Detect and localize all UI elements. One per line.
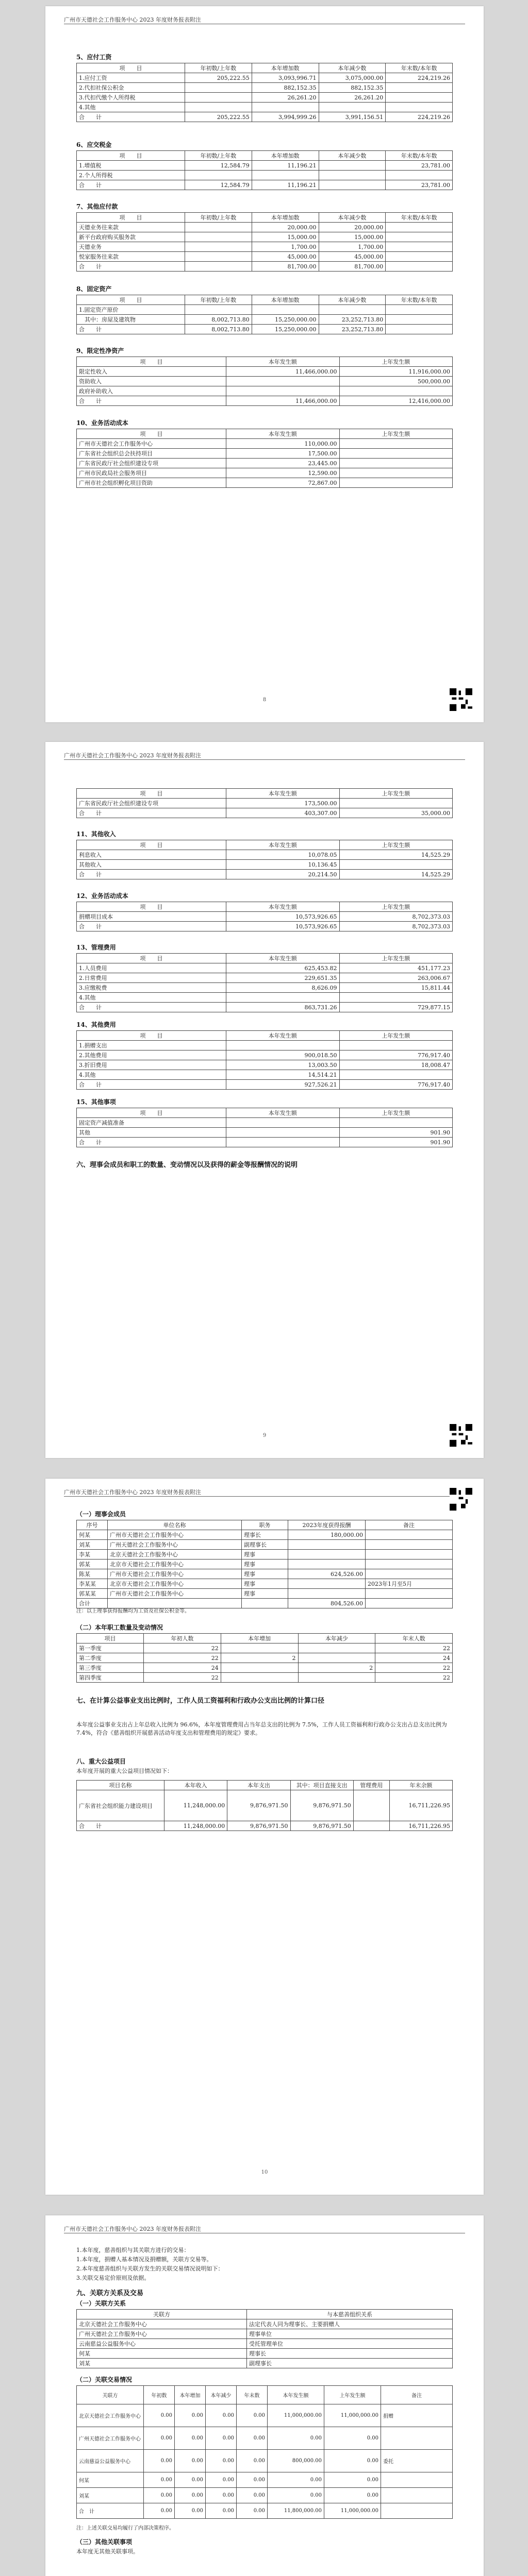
table-row: 广州天德社会工作服务中心 理事单位 xyxy=(77,2329,453,2339)
table-row: 其他 901.90 xyxy=(77,1128,453,1138)
page-8 xyxy=(45,6,484,722)
table-row: 3.代扣代缴个人所得税 26,261.20 26,261.20 xyxy=(77,93,453,103)
table-row: 新平台政府购买服务款 15,000.00 15,000.00 xyxy=(77,232,453,242)
table-row: 合 计 901.90 xyxy=(77,1138,453,1147)
table-row: 4.其他 xyxy=(77,993,453,1003)
table-row: 限定性收入 11,466,000.00 11,916,000.00 xyxy=(77,367,453,377)
table-row: 1.增值税 12,584.79 11,196.21 23,781.00 xyxy=(77,161,453,171)
staff-count-table: 项目 年初人数 本年增加 本年减少 年末人数 第一季度 22 22 第二季度 22 2 24 第三季度 24 2 22 第四季度 22 22 xyxy=(76,1633,453,1683)
table-row: 广东省民政厅社会组织建设专项 23,445.00 xyxy=(77,459,453,468)
table-row: 广东省社会组织总会扶持项目 17,500.00 xyxy=(77,449,453,459)
table-row: 云南慈益公益服务中心 0.00 0.00 0.00 0.00 800,000.00 0.00 委托 xyxy=(77,2450,453,2472)
table-row: 郭某 北京市天德社会工作服务中心 理事 xyxy=(77,1560,453,1569)
page-11 xyxy=(45,2215,484,2576)
page-header: 广州市天德社会工作服务中心 2023 年度财务报表附注 xyxy=(64,752,201,759)
table-row: 李某 北京天德社会工作服务中心 理事 xyxy=(77,1550,453,1560)
table-row: 其他收入 10,136.45 xyxy=(77,860,453,870)
table-row: 1.应付工资 205,222.55 3,093,996.71 3,075,000.00 224,219.26 xyxy=(77,73,453,83)
table-row: 2.个人所得税 xyxy=(77,171,453,180)
table-row: 第四季度 22 22 xyxy=(77,1673,453,1683)
section-title: （一）理事会成员 xyxy=(76,1511,126,1518)
section-title: 7、其他应付款 xyxy=(76,203,118,210)
page-9 xyxy=(45,742,484,1458)
section-title: 12、业务活动成本 xyxy=(76,892,128,900)
taxes-payable-table: 项 目 年初数/上年数 本年增加数 本年减少数 年末数/本年数 1.增值税 12,584.79 11,196.21 23,781.00 2.个人所得税 合 计 12,584.79 11,196.21 23,781.00 xyxy=(76,150,453,190)
table-row: 悦家服务往来款 45,000.00 45,000.00 xyxy=(77,252,453,262)
table-row: 合 计 10,573,926.65 8,702,373.03 xyxy=(77,922,453,931)
major-projects-table: 项目名称 本年收入 本年支出 其中：项目直接支出 管理费用 年末余额 广东省社会组织能力建设项目 11,248,000.00 9,876,971.50 9,876,971.50 16,711,226.95 合 计 11,248,000.00 9,876,971.50 9,876,971.50 16,711,226.95 xyxy=(76,1780,453,1831)
table-row: 第一季度 22 22 xyxy=(77,1643,453,1653)
table-row: 合 计 81,700.00 81,700.00 xyxy=(77,262,453,272)
table-row: 北京天德社会工作服务中心 法定代表人同为理事长、主要捐赠人 xyxy=(77,2319,453,2329)
board-members-table: 序号 单位名称 职务 2023年度获得报酬 备注 何某 广州市天德社会工作服务中心 理事长 180,000.00 刘某 广州天德社会工作服务中心 副理事长 李某 北京天德社会工作服务中心 理事 郭某 北京市天德社会工作服务中心 理事 陈某 广州市天德社会工作服务中心 理事 624,526.00 李某某 北京市天德社会工作服务中心 理事 2023年1月至5月 郭某某 广州市天德社会工作服务中心 理事 合计 804,526.00 xyxy=(76,1520,453,1608)
table-row: 政府补助收入 xyxy=(77,386,453,396)
qr-code-icon xyxy=(450,1488,472,1511)
section-title: 10、业务活动成本 xyxy=(76,419,128,427)
restricted-net-assets-table: 项 目 本年发生额 上年发生额 限定性收入 11,466,000.00 11,916,000.00 资助收入 500,000.00 政府补助收入 合 计 11,466,000.00 12,416,000.00 xyxy=(76,357,453,406)
program-cost-table: 项 目 本年发生额 上年发生额 广州市天德社会工作服务中心 110,000.00 广东省社会组织总会扶持项目 17,500.00 广东省民政厅社会组织建设专项 23,445.00 广州市民政局社会服务项目 12,590.00 广州市社会组织孵化项目资助 72,867.00 xyxy=(76,429,453,488)
body-paragraph: 本年度无其他关联事项。 xyxy=(76,2548,139,2555)
table-row: 固定资产减值准备 xyxy=(77,1118,453,1128)
table-row: 天德业务往来款 20,000.00 20,000.00 xyxy=(77,223,453,232)
section-title: （二）关联交易情况 xyxy=(76,2376,133,2383)
table-row: 刘某 副理事长 xyxy=(77,2359,453,2368)
table-row: 李某某 北京市天德社会工作服务中心 理事 2023年1月至5月 xyxy=(77,1579,453,1589)
table-row: 4.其他 xyxy=(77,103,453,112)
table-row: 合 计 0.00 0.00 0.00 0.00 11,800,000.00 11,000,000.00 xyxy=(77,2503,453,2519)
table-row: 何某 广州市天德社会工作服务中心 理事长 180,000.00 xyxy=(77,1530,453,1540)
body-paragraph: 1.本年度，慈善组织与其关联方进行的交易： xyxy=(76,2247,190,2253)
section-title: （二）本年职工数量及变动情况 xyxy=(76,1624,163,1631)
section-title: 13、管理费用 xyxy=(76,944,116,951)
table-row: 合 计 927,526.21 776,917.40 xyxy=(77,1080,453,1090)
table-row: 何某 理事长 xyxy=(77,2349,453,2359)
admin-expense-table: 项 目 本年发生额 上年发生额 1.人员费用 625,453.82 451,177.23 2.日常费用 229,651.35 263,006.67 3.应缴税费 8,626.09 15,811.44 4.其他 合 计 863,731.26 729,877.15 xyxy=(76,953,453,1012)
body-paragraph: 1.本年度，捐赠人基本情况及捐赠额，关联方交易等。 xyxy=(76,2256,212,2263)
page-number: 9 xyxy=(262,1433,267,1438)
table-row: 广州市天德社会工作服务中心 110,000.00 xyxy=(77,439,453,449)
header-rule xyxy=(64,1496,465,1497)
program-cost-table-cont: 项 目 本年发生额 上年发生额 广东省民政厅社会组织建设专项 173,500.00 合 计 403,307.00 35,000.00 xyxy=(76,788,453,818)
fixed-assets-table: 项 目 年初数/上年数 本年增加数 本年减少数 年末数/本年数 1.固定资产原价 其中：房屋及建筑物 8,002,713.80 15,250,000.00 23,252,713.80 合 计 8,002,713.80 15,250,000.00 23,252,713.80 xyxy=(76,295,453,334)
table-row: 2.日常费用 229,651.35 263,006.67 xyxy=(77,973,453,983)
payable-wages-table: 项 目 年初数/上年数 本年增加数 本年减少数 年末数/本年数 1.应付工资 205,222.55 3,093,996.71 3,075,000.00 224,219.26 2.代扣社保公积金 882,152.35 882,152.35 3.代扣代缴个人所得税 26,261.20 26,261.20 4.其他 合 计 205,222.55 3,994,999.26 3,991,156.51 224,219.26 xyxy=(76,63,453,122)
body-paragraph: 3.关联交易定价原则及依据。 xyxy=(76,2275,150,2281)
section-heading: 六、理事会成员和职工的数量、变动情况以及获得的薪金等报酬情况的说明 xyxy=(76,1161,298,1169)
page-number: 8 xyxy=(262,697,267,703)
related-transactions-table: 关联方 年初数 本年增加 本年减少 年末数 本年发生额 上年发生额 备注 北京天德社会工作服务中心 0.00 0.00 0.00 0.00 11,000,000.00 11,000,000.00 捐赠 广州天德社会工作服务中心 0.00 0.00 0.00 0.00 0.00 0.00 云南慈益公益服务中心 0.00 0.00 0.00 0.00 800,000.00 0.00 委托 何某 0.00 0.00 0.00 0.00 0.00 0.00 刘某 0.00 0.00 0.00 0.00 0.00 0.00 合 计 0.00 0.00 0.00 0.00 11,800,000.00 11,000,000.00 xyxy=(76,2385,453,2519)
section-heading: 九、关联方关系及交易 xyxy=(76,2290,144,2297)
table-row: 刘某 0.00 0.00 0.00 0.00 0.00 0.00 xyxy=(77,2488,453,2503)
table-row: 其中：房屋及建筑物 8,002,713.80 15,250,000.00 23,252,713.80 xyxy=(77,315,453,325)
table-row: 第三季度 24 2 22 xyxy=(77,1663,453,1673)
table-row: 天德业务 1,700.00 1,700.00 xyxy=(77,242,453,252)
table-row: 2.其他费用 900,018.50 776,917.40 xyxy=(77,1050,453,1060)
section-title: （一）关联方关系 xyxy=(76,2300,126,2307)
table-row: 3.折旧费用 13,003.50 18,008.47 xyxy=(77,1060,453,1070)
table-row: 刘某 广州天德社会工作服务中心 副理事长 xyxy=(77,1540,453,1550)
table-row: 合 计 11,248,000.00 9,876,971.50 9,876,971.50 16,711,226.95 xyxy=(77,1821,453,1831)
other-matters-table: 项 目 本年发生额 上年发生额 固定资产减值准备 其他 901.90 合 计 901.90 xyxy=(76,1108,453,1147)
section-title: （三）其他关联事项 xyxy=(76,2538,133,2546)
body-paragraph: 2.本年度慈善组织与关联方发生的关联交易情况说明如下： xyxy=(76,2265,224,2272)
footnote: 注：以上理事获得报酬均为工资及社保公积金等。 xyxy=(76,1608,190,1614)
page-number: 10 xyxy=(261,2170,268,2175)
section-title: 八、重大公益项目 xyxy=(76,1758,126,1765)
section-title: 11、其他收入 xyxy=(76,831,116,838)
table-row: 合 计 863,731.26 729,877.15 xyxy=(77,1003,453,1012)
table-row: 广东省民政厅社会组织建设专项 173,500.00 xyxy=(77,799,453,808)
footnote: 注：上述关联交易均履行了内部决策程序。 xyxy=(76,2526,174,2531)
body-paragraph: 本年度公益事业支出占上年总收入比例为 96.6%，本年度管理费用占当年总支出的比例为 7.5%，工作人员工资福利和行政办公支出占总支出比例为 7.4%，符合《慈善组织开展慈善活动年度支出和管理费用的规定》要求。 xyxy=(76,1721,447,1736)
table-row: 利息收入 10,078.05 14,525.29 xyxy=(77,850,453,860)
table-row: 1.人员费用 625,453.82 451,177.23 xyxy=(77,963,453,973)
body-paragraph: 本年度开展的重大公益项目情况如下： xyxy=(76,1768,173,1774)
page-header: 广州市天德社会工作服务中心 2023 年度财务报表附注 xyxy=(64,2226,201,2232)
table-row: 4.其他 14,514.21 xyxy=(77,1070,453,1080)
table-row: 何某 0.00 0.00 0.00 0.00 0.00 0.00 xyxy=(77,2472,453,2488)
table-row: 2.代扣社保公积金 882,152.35 882,152.35 xyxy=(77,83,453,93)
table-row: 广州市民政局社会服务项目 12,590.00 xyxy=(77,468,453,478)
other-expense-table: 项 目 本年发生额 上年发生额 1.捐赠支出 2.其他费用 900,018.50 776,917.40 3.折旧费用 13,003.50 18,008.47 4.其他 14,514.21 合 计 927,526.21 776,917.40 xyxy=(76,1030,453,1090)
table-row: 北京天德社会工作服务中心 0.00 0.00 0.00 0.00 11,000,000.00 11,000,000.00 捐赠 xyxy=(77,2404,453,2427)
table-row: 合 计 205,222.55 3,994,999.26 3,991,156.51 224,219.26 xyxy=(77,112,453,122)
table-row: 第二季度 22 2 24 xyxy=(77,1653,453,1663)
table-row: 广州天德社会工作服务中心 0.00 0.00 0.00 0.00 0.00 0.00 xyxy=(77,2427,453,2450)
table-row: 合计 804,526.00 xyxy=(77,1599,453,1608)
table-row: 1.固定资产原价 xyxy=(77,305,453,315)
page-10 xyxy=(45,1479,484,2195)
business-cost-table: 项 目 本年发生额 上年发生额 捐赠项目成本 10,573,926.65 8,702,373.03 合 计 10,573,926.65 8,702,373.03 xyxy=(76,902,453,931)
table-row: 1.捐赠支出 xyxy=(77,1041,453,1050)
page-header: 广州市天德社会工作服务中心 2023 年度财务报表附注 xyxy=(64,16,201,23)
section-title: 8、固定资产 xyxy=(76,285,112,293)
table-row: 合 计 12,584.79 11,196.21 23,781.00 xyxy=(77,180,453,190)
related-parties-table: 关联方 与本慈善组织关系 北京天德社会工作服务中心 法定代表人同为理事长、主要捐赠人 广州天德社会工作服务中心 理事单位 云南慈益公益服务中心 受托管理单位 何某 理事长 刘某 副理事长 xyxy=(76,2309,453,2368)
table-row: 广州市社会组织孵化项目资助 72,867.00 xyxy=(77,478,453,488)
table-row: 捐赠项目成本 10,573,926.65 8,702,373.03 xyxy=(77,912,453,922)
table-row: 广东省社会组织能力建设项目 11,248,000.00 9,876,971.50 9,876,971.50 16,711,226.95 xyxy=(77,1790,453,1821)
section-title: 9、限定性净资产 xyxy=(76,347,124,354)
other-payables-table: 项 目 年初数/上年数 本年增加数 本年减少数 年末数/本年数 天德业务往来款 20,000.00 20,000.00 新平台政府购买服务款 15,000.00 15,000.00 天德业务 1,700.00 1,700.00 悦家服务往来款 45,000.00 45,000.00 合 计 81,700.00 81,700.00 xyxy=(76,212,453,272)
table-row: 郭某某 广州市天德社会工作服务中心 理事 xyxy=(77,1589,453,1599)
section-title: 15、其他事项 xyxy=(76,1098,116,1106)
section-title: 6、应交税金 xyxy=(76,141,112,148)
section-heading: 七、在计算公益事业支出比例时，工作人员工资福利和行政办公支出比例的计算口径 xyxy=(76,1697,325,1705)
section-title: 5、应付工资 xyxy=(76,54,112,61)
other-income-table: 项 目 本年发生额 上年发生额 利息收入 10,078.05 14,525.29 其他收入 10,136.45 合 计 20,214.50 14,525.29 xyxy=(76,840,453,879)
page-header: 广州市天德社会工作服务中心 2023 年度财务报表附注 xyxy=(64,1489,201,1496)
table-row: 合 计 8,002,713.80 15,250,000.00 23,252,713.80 xyxy=(77,325,453,334)
section-title: 14、其他费用 xyxy=(76,1021,116,1028)
table-row: 合 计 20,214.50 14,525.29 xyxy=(77,870,453,879)
table-row: 合 计 403,307.00 35,000.00 xyxy=(77,808,453,818)
table-row: 陈某 广州市天德社会工作服务中心 理事 624,526.00 xyxy=(77,1569,453,1579)
table-row: 合 计 11,466,000.00 12,416,000.00 xyxy=(77,396,453,406)
table-row: 云南慈益公益服务中心 受托管理单位 xyxy=(77,2339,453,2349)
table-row: 3.应缴税费 8,626.09 15,811.44 xyxy=(77,983,453,993)
header-rule xyxy=(64,759,465,760)
table-row: 资助收入 500,000.00 xyxy=(77,377,453,386)
